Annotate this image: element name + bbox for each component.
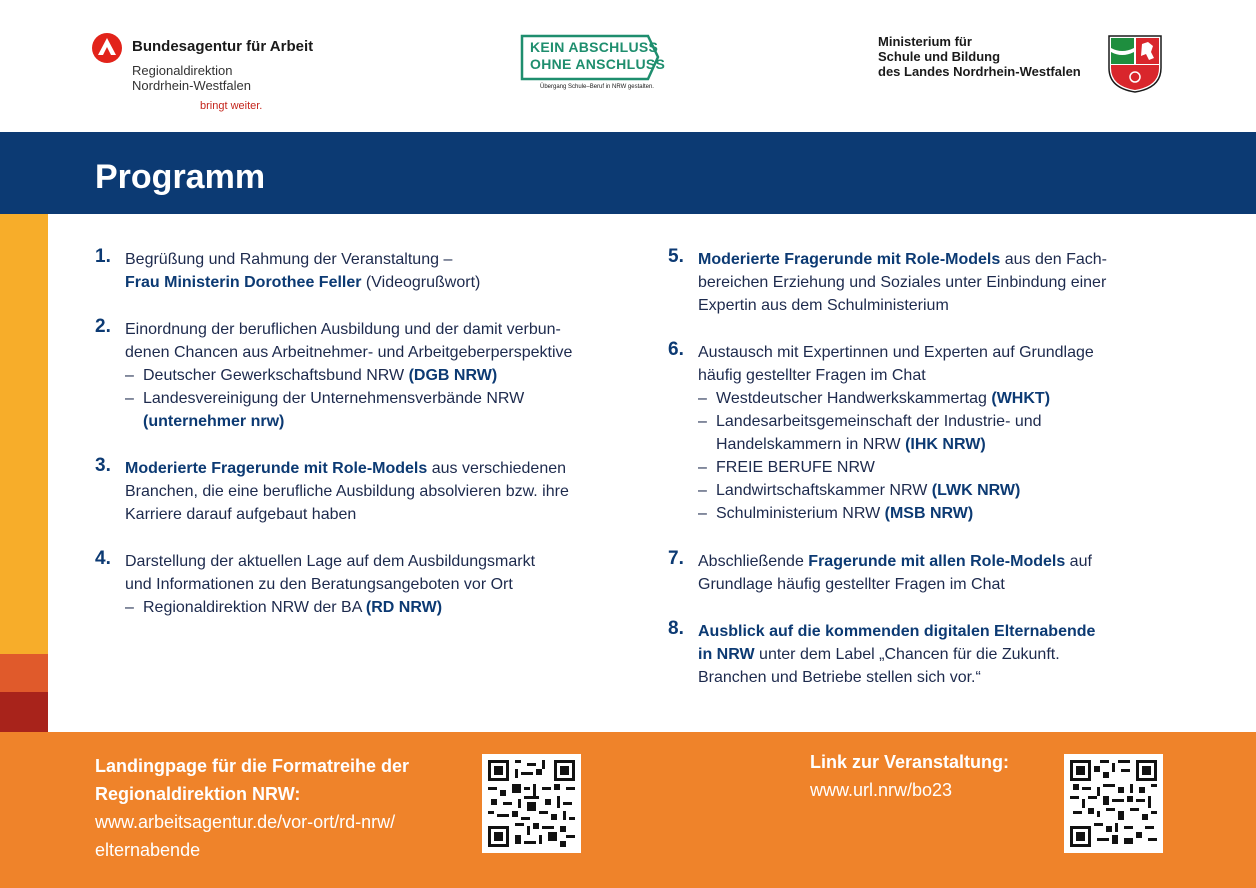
item-text: und Informationen zu den Beratungsangeboten vor Ort (125, 576, 513, 593)
msb-line-2: Schule und Bildung (878, 49, 1001, 64)
item-text: Austausch mit Expertinnen und Experten auf Grundlage (698, 344, 1094, 361)
item-bold-text: Fragerunde mit allen Role-Models (808, 553, 1066, 570)
qr-code-event[interactable] (1064, 754, 1163, 853)
item-text: Grundlage häufig gestellter Fragen im Chat (698, 576, 1005, 593)
kaoa-tagline: Übergang Schule–Beruf in NRW gestalten. (540, 84, 654, 90)
item-text: aus den Fach- (1000, 251, 1107, 268)
item-text: Begrüßung und Rahmung der Veranstaltung – (125, 251, 453, 268)
item-number: 2. (95, 316, 111, 337)
item-body (698, 550, 1092, 596)
sub-item: – Regionaldirektion NRW der BA (RD NRW) (125, 596, 535, 619)
item-text: Branchen und Betriebe stellen sich vor.“ (698, 669, 981, 686)
item-text: bereichen Erziehung und Soziales unter Einbindung einer (698, 274, 1107, 291)
qr-code-icon (1070, 760, 1157, 847)
item-number: 8. (668, 618, 684, 639)
ba-slogan: bringt weiter. (200, 100, 263, 112)
ba-logo[interactable] (92, 33, 322, 118)
event-link-heading: Link zur Veranstaltung: (810, 752, 1010, 772)
ba-logo-icon (92, 33, 122, 63)
item-body (125, 550, 535, 619)
sub-item-continuation: Handelskammern in NRW (IHK NRW) (716, 436, 986, 453)
sub-item: – Schulministerium NRW (MSB NRW) (698, 502, 1094, 525)
kaoa-line-1: KEIN ABSCHLUSS (530, 39, 659, 55)
item-text: Branchen, die eine berufliche Ausbildung absolvieren bzw. ihre (125, 483, 569, 500)
page-title: Programm (95, 158, 266, 196)
item-text: Expertin aus dem Schulministerium (698, 297, 949, 314)
sub-item: – Landwirtschaftskammer NRW (LWK NRW) (698, 479, 1094, 502)
item-body (125, 457, 569, 526)
item-text: denen Chancen aus Arbeitnehmer- und Arbeitgeberperspektive (125, 344, 573, 361)
item-bold-text: Moderierte Fragerunde mit Role-Models (125, 460, 428, 477)
item-body (698, 341, 1094, 525)
kaoa-logo[interactable] (520, 34, 665, 96)
item-text: (Videogrußwort) (361, 274, 481, 291)
item-number: 5. (668, 246, 684, 267)
sub-item: – FREIE BERUFE NRW (698, 456, 1094, 479)
msb-text (878, 34, 1081, 79)
kaoa-line-2: OHNE ANSCHLUSS (530, 56, 666, 72)
item-text: Karriere darauf aufgebaut haben (125, 506, 357, 523)
sub-item: – Landesvereinigung der Unternehmensverbände NRW (125, 387, 572, 410)
item-text: Einordnung der beruflichen Ausbildung und der damit verbun- (125, 321, 561, 338)
item-number: 6. (668, 339, 684, 360)
footer (0, 732, 1256, 888)
ba-subtitle-1: Regionaldirektion (132, 63, 233, 78)
landingpage-link[interactable]: www.arbeitsagentur.de/vor-ort/rd-nrw/ elternabende (95, 812, 396, 860)
item-text: unter dem Label „Chancen für die Zukunft. (754, 646, 1060, 663)
item-number: 7. (668, 548, 684, 569)
item-body (125, 318, 572, 433)
item-body (698, 248, 1107, 317)
msb-line-3: des Landes Nordrhein-Westfalen (878, 64, 1081, 79)
sub-item: – Deutscher Gewerkschaftsbund NRW (DGB NRW) (125, 364, 572, 387)
item-number: 4. (95, 548, 111, 569)
msb-logo[interactable] (878, 34, 1168, 94)
item-text: häufig gestellter Fragen im Chat (698, 367, 926, 384)
title-bar (0, 132, 1256, 214)
item-bold-text: Frau Ministerin Dorothee Feller (125, 274, 362, 291)
item-bold-text: Moderierte Fragerunde mit Role-Models (698, 251, 1001, 268)
sub-item-continuation: (unternehmer nrw) (143, 413, 285, 430)
decor-stripe-darkred (0, 692, 48, 732)
msb-line-1: Ministerium für (878, 34, 972, 49)
item-number: 3. (95, 455, 111, 476)
item-text: Abschließende (698, 553, 809, 570)
landingpage-heading: Landingpage für die Formatreihe der Regionaldirektion NRW: (95, 756, 410, 804)
item-body (125, 248, 480, 294)
decor-stripe-red (0, 654, 48, 692)
qr-code-landingpage[interactable] (482, 754, 581, 853)
nrw-crest-icon (1106, 34, 1164, 94)
sub-item: – Westdeutscher Handwerkskammertag (WHKT) (698, 387, 1094, 410)
qr-code-icon (488, 760, 575, 847)
item-number: 1. (95, 246, 111, 267)
event-link[interactable]: www.url.nrw/bo23 (810, 780, 953, 800)
sub-item: – Landesarbeitsgemeinschaft der Industrie- und (698, 410, 1094, 433)
item-text: auf (1065, 553, 1092, 570)
ba-name: Bundesagentur für Arbeit (132, 38, 314, 55)
header (0, 0, 1256, 132)
ba-subtitle-2: Nordrhein-Westfalen (132, 78, 251, 93)
item-text: aus verschiedenen (427, 460, 567, 477)
item-text: Darstellung der aktuellen Lage auf dem Ausbildungsmarkt (125, 553, 536, 570)
item-bold-text: Ausblick auf die kommenden digitalen Elternabende (698, 623, 1096, 640)
decor-stripe-yellow (0, 214, 48, 654)
item-bold-text: in NRW (698, 646, 755, 663)
item-body (698, 620, 1095, 689)
